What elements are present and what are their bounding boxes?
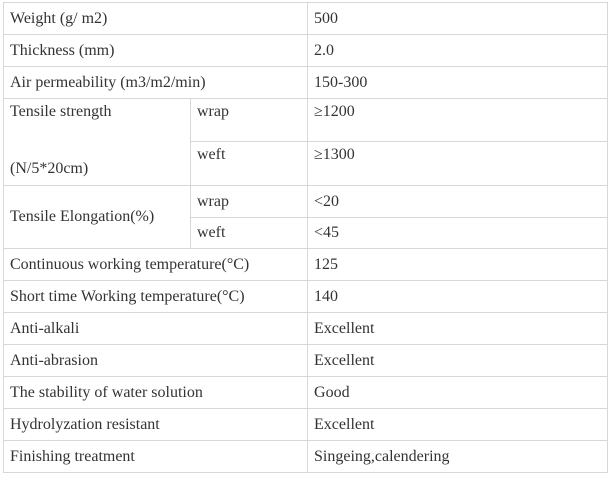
sub-label-weft: weft <box>191 142 308 186</box>
row-value: Excellent <box>308 313 608 345</box>
table-row <box>4 186 608 218</box>
sub-label-weft: weft <box>191 218 308 249</box>
row-label: Continuous working temperature(°C) <box>4 249 308 281</box>
tensile-strength-unit: (N/5*20cm) <box>10 160 89 177</box>
row-value: ≥1200 <box>308 99 608 142</box>
row-label: Weight (g/ m2) <box>4 3 308 35</box>
row-label: Air permeability (m3/m2/min) <box>4 67 308 99</box>
row-value: Singeing,calendering <box>308 441 608 473</box>
row-value: Good <box>308 377 608 409</box>
table-row <box>4 313 608 345</box>
row-label: Thickness (mm) <box>4 35 308 67</box>
sub-label-wrap: wrap <box>191 99 308 142</box>
row-label: Anti-alkali <box>4 313 308 345</box>
row-value: ≥1300 <box>308 142 608 186</box>
table-row <box>4 67 608 99</box>
row-value: 125 <box>308 249 608 281</box>
row-value: Excellent <box>308 409 608 441</box>
spec-table <box>3 2 608 473</box>
table-row <box>4 377 608 409</box>
row-value: 2.0 <box>308 35 608 67</box>
row-value: 500 <box>308 3 608 35</box>
row-label: Anti-abrasion <box>4 345 308 377</box>
row-label: The stability of water solution <box>4 377 308 409</box>
row-value: 150-300 <box>308 67 608 99</box>
row-label: Finishing treatment <box>4 441 308 473</box>
row-value: <20 <box>308 186 608 218</box>
row-label: Short time Working temperature(°C) <box>4 281 308 313</box>
sub-label-wrap: wrap <box>191 186 308 218</box>
table-row <box>4 345 608 377</box>
table-row <box>4 99 608 142</box>
row-value: <45 <box>308 218 608 249</box>
row-value: 140 <box>308 281 608 313</box>
table-row <box>4 249 608 281</box>
tensile-elongation-label: Tensile Elongation(%) <box>4 186 191 249</box>
tensile-strength-label-cell <box>4 99 191 186</box>
row-value: Excellent <box>308 345 608 377</box>
row-label: Hydrolyzation resistant <box>4 409 308 441</box>
table-row <box>4 3 608 35</box>
table-row <box>4 281 608 313</box>
table-row <box>4 441 608 473</box>
table-row <box>4 409 608 441</box>
table-row <box>4 35 608 67</box>
tensile-strength-label: Tensile strength <box>10 103 112 120</box>
